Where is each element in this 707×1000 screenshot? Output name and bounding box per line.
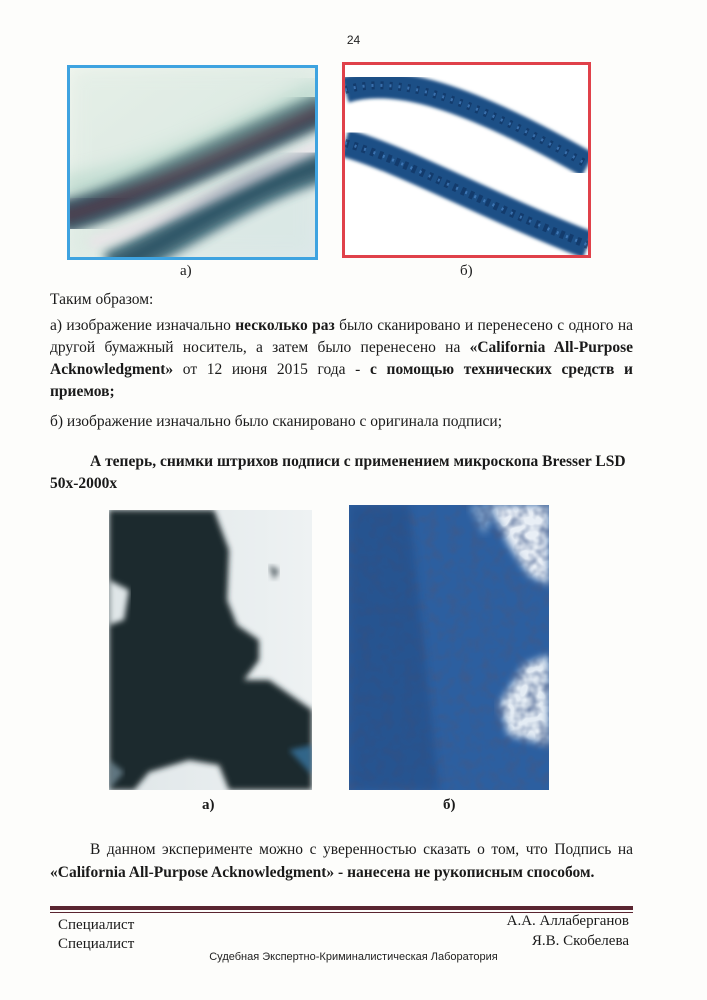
figure-b-caption: б) <box>460 263 473 279</box>
final-conclusion-emphasis: «California All-Purpose Acknowledgment» - нанесена не рукописным способом. <box>50 864 595 881</box>
conclusion-intro: Таким образом: <box>50 291 154 308</box>
signature-role-1: Специалист <box>58 917 135 933</box>
figure-a-caption: а) <box>180 263 192 279</box>
figure-b-microscope-photo <box>349 505 549 790</box>
stroke-image-blurred <box>70 68 315 257</box>
figure-a-microscope-photo <box>109 510 312 790</box>
page-number: 24 <box>346 33 361 47</box>
stroke-image-sharp <box>345 65 588 255</box>
final-conclusion-text: В данном эксперименте можно с уверенностью сказать о том, что Подпись на <box>90 841 633 858</box>
point-a-paragraph <box>50 315 633 403</box>
lab-footer: Судебная Экспертно-Криминалистическая Лаборатория <box>209 951 498 963</box>
footer-separator <box>50 906 633 910</box>
signature-name-2: Я.В. Скобелева <box>531 933 629 949</box>
point-a-prefix: а) изображение изначально <box>50 317 236 334</box>
microscope-figure-a-caption: а) <box>202 797 215 813</box>
figure-b-scanned-image <box>342 62 591 258</box>
final-conclusion-paragraph <box>50 838 633 884</box>
point-a-emphasis-1: несколько раз <box>235 317 335 334</box>
point-b-paragraph: б) изображение изначально было сканировано с оригинала подписи; <box>50 413 503 430</box>
microscope-heading: А теперь, снимки штрихов подписи с применением микроскопа Bresser LSD 50x-2000x <box>50 453 626 492</box>
microscope-image-dark <box>109 510 312 790</box>
signature-role-2: Специалист <box>58 936 135 952</box>
figure-a-scanned-image <box>67 65 318 260</box>
microscope-figure-b-caption: б) <box>443 797 456 813</box>
point-a-emphasis-2: с помощью технических средств и приемов; <box>50 361 633 400</box>
point-a-middle-1: было сканировано и перенесено с одного на другой бумажный носитель, а затем было перенесено на <box>50 317 633 356</box>
point-a-middle-2: от 12 июня 2015 года - <box>173 361 370 378</box>
signature-name-1: А.А. Аллаберганов <box>506 913 629 929</box>
document-title-ref: «California All-Purpose Acknowledgment» <box>50 339 633 378</box>
microscope-image-blue <box>349 505 549 790</box>
